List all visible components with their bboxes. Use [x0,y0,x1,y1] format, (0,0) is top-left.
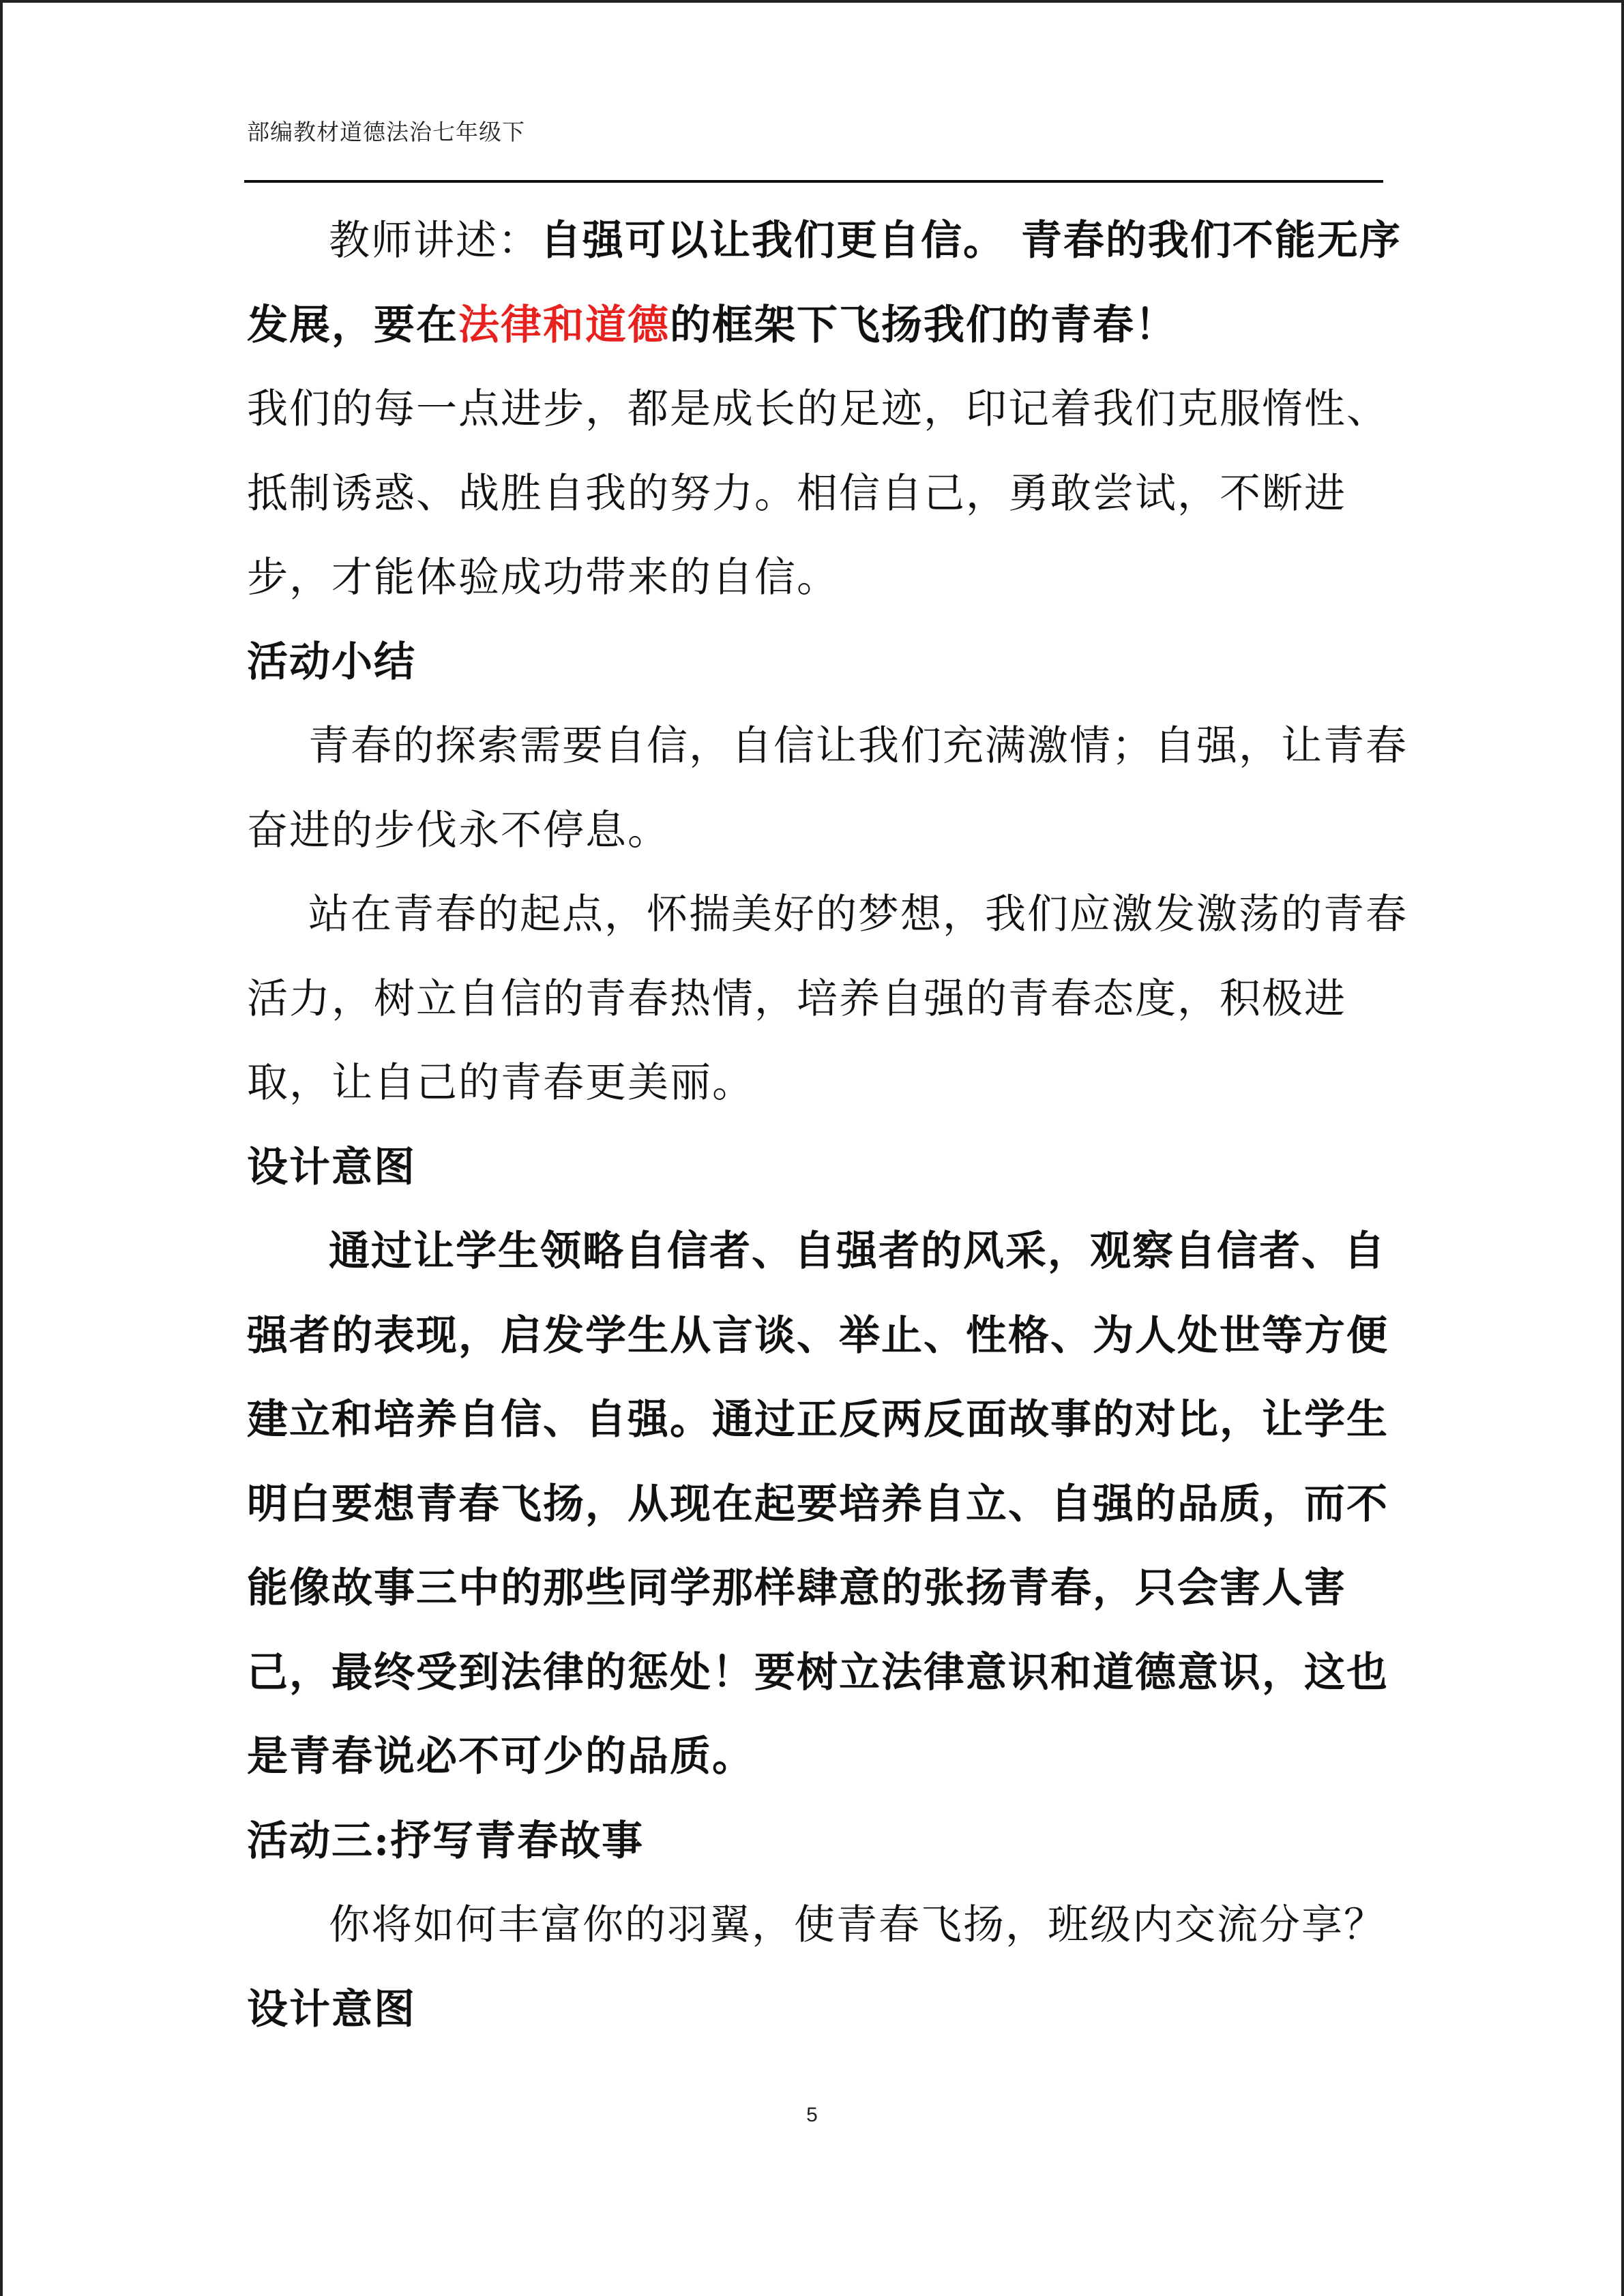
running-header: 部编教材道德法治七年级下 [247,119,525,145]
design-paragraph-line: 建立和培养自信、自强。通过正反两反面故事的对比，让学生 [247,1396,1389,1444]
heading-activity-three: 活动三:抒写青春故事 [247,1817,645,1865]
heading-design-intent: 设计意图 [247,1143,416,1191]
teacher-statement-line-2 [247,284,1379,368]
page-number: 5 [806,2104,818,2126]
design-paragraph-line: 强者的表现，启发学生从言谈、举止、性格、为人处世等方便 [247,1311,1389,1360]
summary-paragraph-line: 活力，树立自信的青春热情，培养自强的青春态度，积极进 [247,974,1346,1023]
page-body [247,199,1408,2052]
progress-paragraph-line: 我们的每一点进步，都是成长的足迹，印记着我们克服惰性、 [247,385,1389,433]
summary-paragraph-line: 站在青春的起点，怀揣美好的梦想，我们应激发激荡的青春 [308,891,1408,938]
progress-paragraph-line: 步，才能体验成功带来的自信。 [247,554,839,601]
design-paragraph-line: 通过让学生领略自信者、自强者的风采，观察自信者、自 [329,1227,1386,1275]
teacher-statement-text: 发展，要在 [247,301,458,349]
summary-paragraph-line: 青春的探索需要自信，自信让我们充满激情；自强，让青春 [308,722,1408,770]
design-paragraph-line: 是青春说必不可少的品质。 [247,1733,754,1780]
design-paragraph-line: 明白要想青春飞扬，从现在起要培养自立、自强的品质，而不 [247,1480,1389,1528]
summary-paragraph-line: 取，让自己的青春更美丽。 [247,1059,754,1107]
teacher-statement-bold: 自强可以让我们更自信。 青春的我们不能无序 [540,217,1402,265]
activity-three-prompt: 你将如何丰富你的羽翼，使青春飞扬，班级内交流分享？ [329,1901,1386,1949]
teacher-statement-prefix: 教师讲述： [329,217,540,265]
progress-paragraph-line: 抵制诱惑、战胜自我的努力。相信自己，勇敢尝试，不断进 [247,469,1346,518]
heading-activity-summary: 活动小结 [247,638,416,686]
header-rule [244,180,1383,183]
teacher-statement-text-end: 的框架下飞扬我们的青春！ [670,301,1177,349]
teacher-statement-line-1 [247,199,1402,284]
summary-paragraph-line: 奋进的步伐永不停息。 [247,806,670,854]
highlight-law-morality: 法律和道德 [458,301,670,349]
design-paragraph-line: 己，最终受到法律的惩处！要树立法律意识和道德意识，这也 [247,1648,1389,1697]
heading-design-intent-2: 设计意图 [247,1985,416,2033]
design-paragraph-line: 能像故事三中的那些同学那样肆意的张扬青春，只会害人害 [247,1564,1346,1612]
